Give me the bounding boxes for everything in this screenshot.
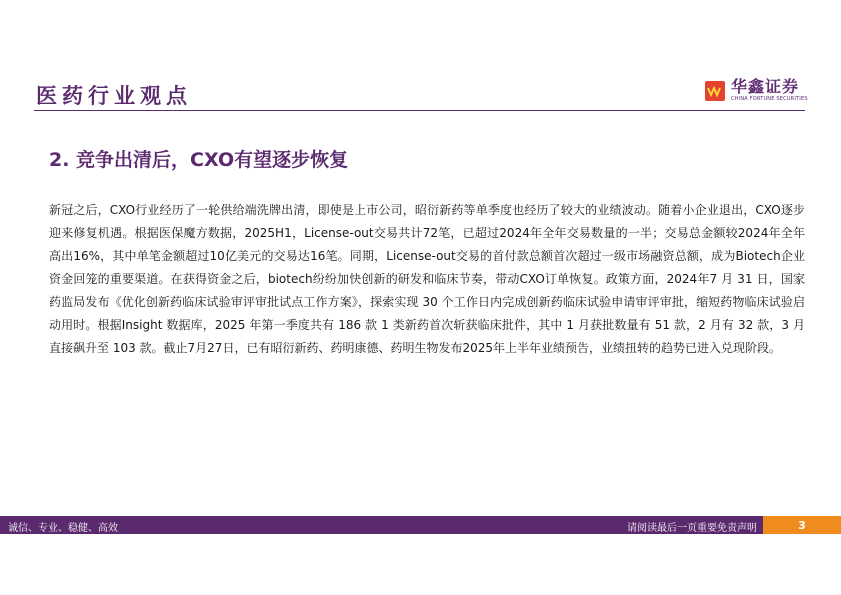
footer-bar xyxy=(0,516,841,534)
section-heading: 2. 竞争出清后，CXO有望逐步恢复 xyxy=(49,149,349,171)
page-number: 3 xyxy=(763,516,841,534)
header-divider xyxy=(34,110,805,111)
huaxin-logo-icon xyxy=(705,81,725,101)
body-paragraph: 新冠之后，CXO行业经历了一轮供给端洗牌出清，即使是上市公司，昭衍新药等单季度也经历了较大的业绩波动。随着小企业退出，CXO逐步迎来修复机遇。根据医保魔方数据，2025H1，License-out交易共计72笔，已超过2024年全年交易数量的一半；交易总金额较2024年全年高出16%，其中单笔金额超过10亿美元的交易达16笔。同期，License-out交易的首付款总额首次超过一级市场融资总额，成为Biotech企业资金回笼的重要渠道。在获得资金之后，biotech纷纷加快创新的研发和临床节奏，带动CXO订单恢复。政策方面，2024年7 月 31 日，国家药监局发布《优化创新药临床试验审评审批试点工作方案》，探索实现 30 个工作日内完成创新药临床试验申请审评审批，缩短药物临床试验启动用时。根据Insight 数据库，2025 年第一季度共有 186 款 1 类新药首次斩获临床批件，其中 1 月获批数量有 51 款，2 月有 32 款，3 月直接飙升至 103 款。截止7月27日，已有昭衍新药、药明康德、药明生物发布2025年上半年业绩预告，业绩扭转的趋势已进入兑现阶段。 xyxy=(49,203,805,355)
footer-disclaimer: 请阅读最后一页重要免责声明 xyxy=(627,523,757,534)
logo-name-cn: 华鑫证券 xyxy=(731,77,800,96)
logo-name-en: CHINA FORTUNE SECURITIES xyxy=(731,96,808,102)
company-logo xyxy=(705,78,808,103)
footer-slogan: 诚信、专业、稳健、高效 xyxy=(8,523,118,534)
header-title: 医药行业观点 xyxy=(36,84,192,108)
